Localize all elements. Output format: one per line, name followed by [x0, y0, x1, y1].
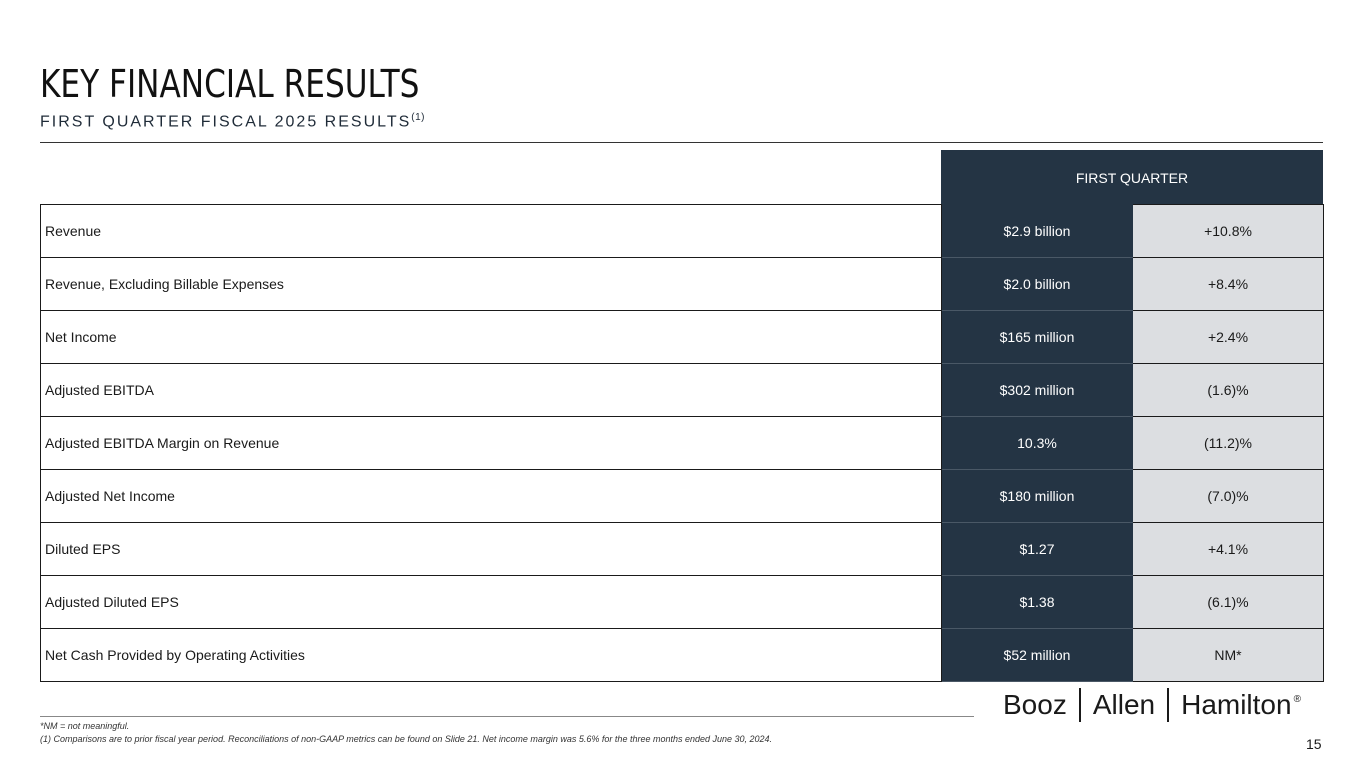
metric-label: Revenue, Excluding Billable Expenses	[41, 258, 942, 311]
metric-value: $1.38	[942, 576, 1133, 629]
column-header-first-quarter: FIRST QUARTER	[941, 150, 1323, 205]
metric-change: +8.4%	[1133, 258, 1324, 311]
metric-label: Revenue	[41, 205, 942, 258]
metric-value: $2.0 billion	[942, 258, 1133, 311]
footnote-1: (1) Comparisons are to prior fiscal year period. Reconciliations of non-GAAP metrics can be found on Slide 21. Net income margin was 5.6% for the three months ended June 30, 2024.	[40, 734, 773, 744]
metric-change: +2.4%	[1133, 311, 1324, 364]
metric-change: (6.1)%	[1133, 576, 1324, 629]
logo-separator	[1079, 688, 1081, 722]
table-row	[41, 629, 1324, 682]
metric-label: Adjusted Net Income	[41, 470, 942, 523]
metric-label: Net Cash Provided by Operating Activities	[41, 629, 942, 682]
logo-allen: Allen	[1092, 689, 1156, 720]
registered-mark: ®	[1293, 694, 1301, 705]
metric-label: Adjusted EBITDA Margin on Revenue	[41, 417, 942, 470]
metric-change: NM*	[1133, 629, 1324, 682]
table-row	[41, 311, 1324, 364]
table-row	[41, 417, 1324, 470]
logo-hamilton: Hamilton	[1181, 689, 1292, 720]
metric-change: (1.6)%	[1133, 364, 1324, 417]
metric-value: $302 million	[942, 364, 1133, 417]
page-subtitle	[40, 112, 425, 131]
metric-change: +10.8%	[1133, 205, 1324, 258]
table-row	[41, 258, 1324, 311]
metric-label: Net Income	[41, 311, 942, 364]
table-row	[41, 470, 1324, 523]
metric-value: $180 million	[942, 470, 1133, 523]
results-table	[40, 204, 1324, 682]
metric-value: $2.9 billion	[942, 205, 1133, 258]
page-title: KEY FINANCIAL RESULTS	[40, 62, 420, 106]
metric-change: (7.0)%	[1133, 470, 1324, 523]
metric-change: (11.2)%	[1133, 417, 1324, 470]
metric-label: Adjusted Diluted EPS	[41, 576, 942, 629]
table-row	[41, 205, 1324, 258]
title-divider	[40, 142, 1323, 143]
metric-label: Diluted EPS	[41, 523, 942, 576]
company-logo	[1003, 688, 1301, 722]
table-row	[41, 576, 1324, 629]
metric-value: $1.27	[942, 523, 1133, 576]
logo-separator	[1167, 688, 1169, 722]
footnote-nm: *NM = not meaningful.	[40, 721, 130, 731]
subtitle-text: FIRST QUARTER FISCAL 2025 RESULTS	[40, 113, 412, 131]
metric-value: 10.3%	[942, 417, 1133, 470]
subtitle-footnote-ref: (1)	[411, 112, 426, 123]
table-row	[41, 364, 1324, 417]
metric-value: $52 million	[942, 629, 1133, 682]
metric-change: +4.1%	[1133, 523, 1324, 576]
logo-booz: Booz	[1003, 689, 1067, 720]
footnote-divider	[40, 716, 974, 717]
metric-value: $165 million	[942, 311, 1133, 364]
metric-label: Adjusted EBITDA	[41, 364, 942, 417]
table-row	[41, 523, 1324, 576]
page-number: 15	[1306, 736, 1322, 752]
